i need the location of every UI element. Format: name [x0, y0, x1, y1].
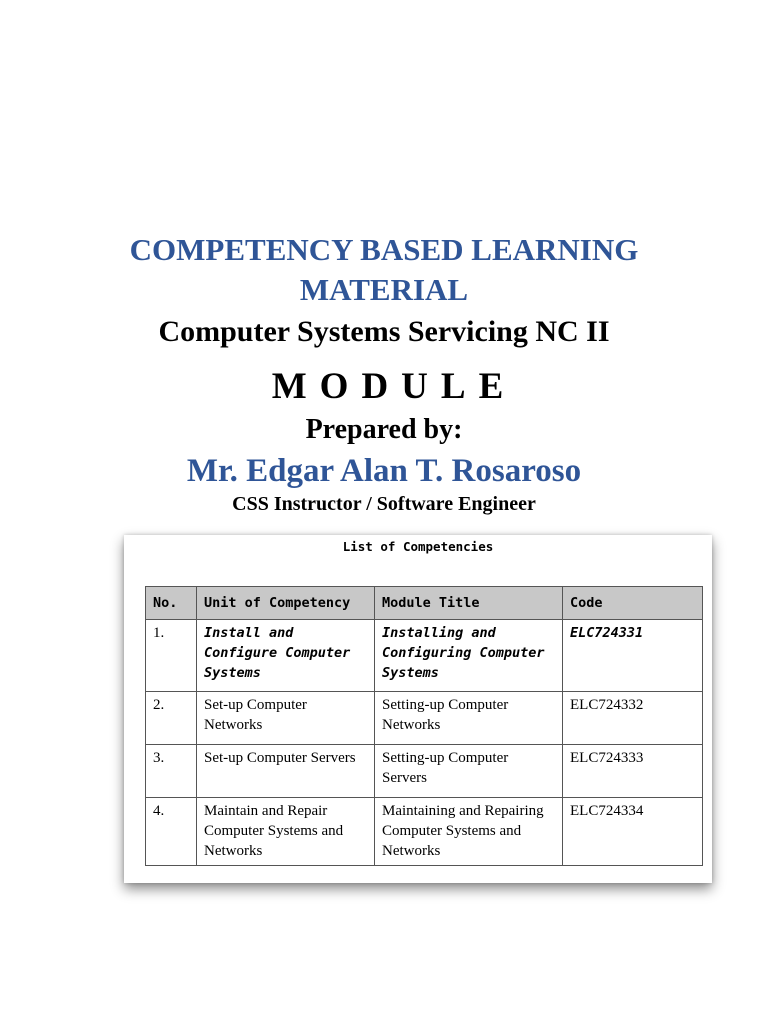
table-row	[146, 745, 703, 798]
module-label: MODULE	[271, 366, 517, 407]
cell-module: Maintaining and Repairing Computer Systems and Networks	[375, 798, 563, 866]
cell-unit: Set-up Computer Networks	[197, 692, 375, 745]
prepared-by-label: Prepared by:	[305, 414, 463, 445]
competency-table-image	[124, 535, 712, 883]
cell-no: 2.	[146, 692, 197, 745]
cell-no: 3.	[146, 745, 197, 798]
table-row	[146, 692, 703, 745]
competency-table	[145, 586, 703, 866]
column-header-no: No.	[146, 587, 197, 620]
document-subtitle: Computer Systems Servicing NC II	[158, 315, 610, 348]
column-header-module: Module Title	[375, 587, 563, 620]
cell-no: 4.	[146, 798, 197, 866]
cell-code: ELC724332	[563, 692, 703, 745]
column-header-unit: Unit of Competency	[197, 587, 375, 620]
table-row	[146, 620, 703, 692]
table-caption: List of Competencies	[342, 539, 494, 554]
document-title-line-2: MATERIAL	[299, 272, 469, 307]
cell-code: ELC724331	[563, 620, 703, 692]
document-title-line-1: COMPETENCY BASED LEARNING	[129, 232, 639, 267]
cell-unit: Set-up Computer Servers	[197, 745, 375, 798]
cell-code: ELC724333	[563, 745, 703, 798]
column-header-code: Code	[563, 587, 703, 620]
table-header-row	[146, 587, 703, 620]
cell-module: Setting-up Computer Networks	[375, 692, 563, 745]
cell-unit: Maintain and Repair Computer Systems and Networks	[197, 798, 375, 866]
cell-module: Installing and Configuring Computer Systems	[375, 620, 563, 692]
cell-unit: Install and Configure Computer Systems	[197, 620, 375, 692]
cell-no: 1.	[146, 620, 197, 692]
cell-module: Setting-up Computer Servers	[375, 745, 563, 798]
table-row	[146, 798, 703, 866]
author-role: CSS Instructor / Software Engineer	[232, 493, 536, 515]
cell-code: ELC724334	[563, 798, 703, 866]
author-name: Mr. Edgar Alan T. Rosaroso	[186, 453, 582, 489]
